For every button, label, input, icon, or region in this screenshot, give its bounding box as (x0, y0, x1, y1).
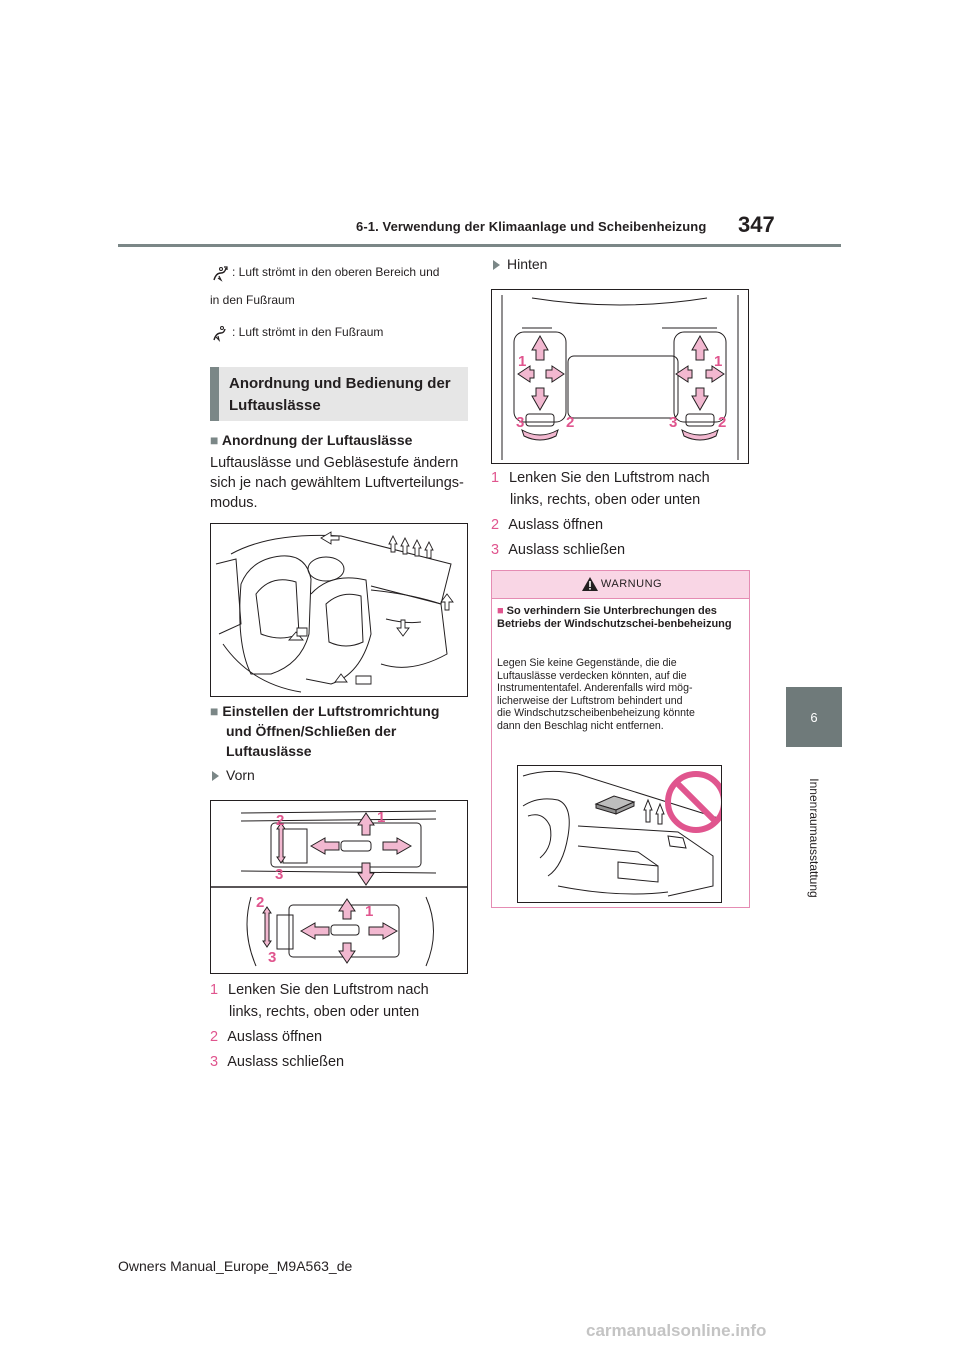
rear-callout-1-right: 1 (714, 353, 723, 370)
rear-label: Hinten (493, 256, 547, 272)
rear-steps-list: 1 Lenken Sie den Luftstrom nach links, rechts, oben oder unten 2 Auslass öffnen 3 Auslass schließen (491, 470, 710, 558)
rear-callout-3-right: 3 (669, 414, 678, 431)
warning-header (492, 571, 749, 599)
section-heading-line-2: Luftauslässe (229, 397, 321, 414)
rear-callout-2-right: 2 (718, 414, 727, 431)
rear-callout-3-left: 3 (516, 414, 525, 431)
warning-title: WARNUNG (600, 578, 663, 590)
warning-body: Legen Sie keine Gegenstände, die die Luftauslässe verdecken könnten, auf die Instrumententafel. Anderenfalls wird mög- licherweise der Luftstrom behindert und die Windschutzscheibenbeheizung könnte dann den Beschlag nicht entfernen. (497, 657, 695, 732)
adjust-heading: ■ Einstellen der Luftstromrichtung und Öffnen/Schließen der Luftauslässe (210, 703, 440, 759)
airflow-feet-icon (210, 324, 230, 342)
mode-upper-lower-line-2: in den Fußraum (210, 293, 295, 307)
triangle-bullet-icon (493, 260, 500, 270)
arrangement-body: Luftauslässe und Gebläsestufe ändern sich je nach gewähltem Luftverteilungs- modus. (210, 455, 464, 511)
chapter-tab[interactable] (786, 687, 842, 747)
rear-callout-2-left: 2 (566, 414, 575, 431)
footer-manual-id: Owners Manual_Europe_M9A563_de (118, 1258, 353, 1274)
callout-3: 3 (275, 866, 284, 883)
section-heading-box (210, 367, 468, 421)
triangle-bullet-icon (212, 771, 219, 781)
callout-3-lower: 3 (268, 949, 277, 966)
rear-vents-diagram (491, 289, 749, 464)
front-steps-list: 1 Lenken Sie den Luftstrom nach links, rechts, oben oder unten 2 Auslass öffnen 3 Auslass schließen (210, 982, 429, 1070)
callout-2: 2 (276, 812, 285, 829)
callout-1: 1 (377, 809, 386, 826)
warning-subheading: ■ So verhindern Sie Unterbrechungen des Betriebs der Windschutzschei-benbeheizung (497, 605, 732, 630)
warning-box (491, 570, 750, 908)
front-label: Vorn (212, 767, 255, 783)
header-rule (118, 244, 841, 247)
arrangement-heading: ■ Anordnung der Luftauslässe (210, 432, 413, 448)
callout-1-lower: 1 (365, 903, 374, 920)
rear-callout-1-left: 1 (518, 353, 527, 370)
chapter-tab-label: Innenraumausstattung (807, 778, 821, 898)
section-heading-line-1: Anordnung und Bedienung der (229, 375, 451, 392)
footer-watermark[interactable]: carmanualsonline.info (586, 1321, 767, 1340)
callout-2-lower: 2 (256, 894, 265, 911)
section-header-title: 6-1. Verwendung der Klimaanlage und Scheibenheizung (356, 219, 707, 234)
mode-feet-line: : Luft strömt in den Fußraum (210, 324, 383, 342)
mode-upper-lower-line: : Luft strömt in den oberen Bereich und (210, 264, 439, 282)
chapter-number: 6 (810, 709, 818, 725)
dashboard-obstruction-diagram (517, 765, 722, 903)
front-vents-diagram (210, 800, 468, 974)
airflow-upper-lower-icon (210, 264, 230, 282)
cabin-outlet-diagram (210, 523, 468, 697)
page-number: 347 (738, 212, 775, 237)
